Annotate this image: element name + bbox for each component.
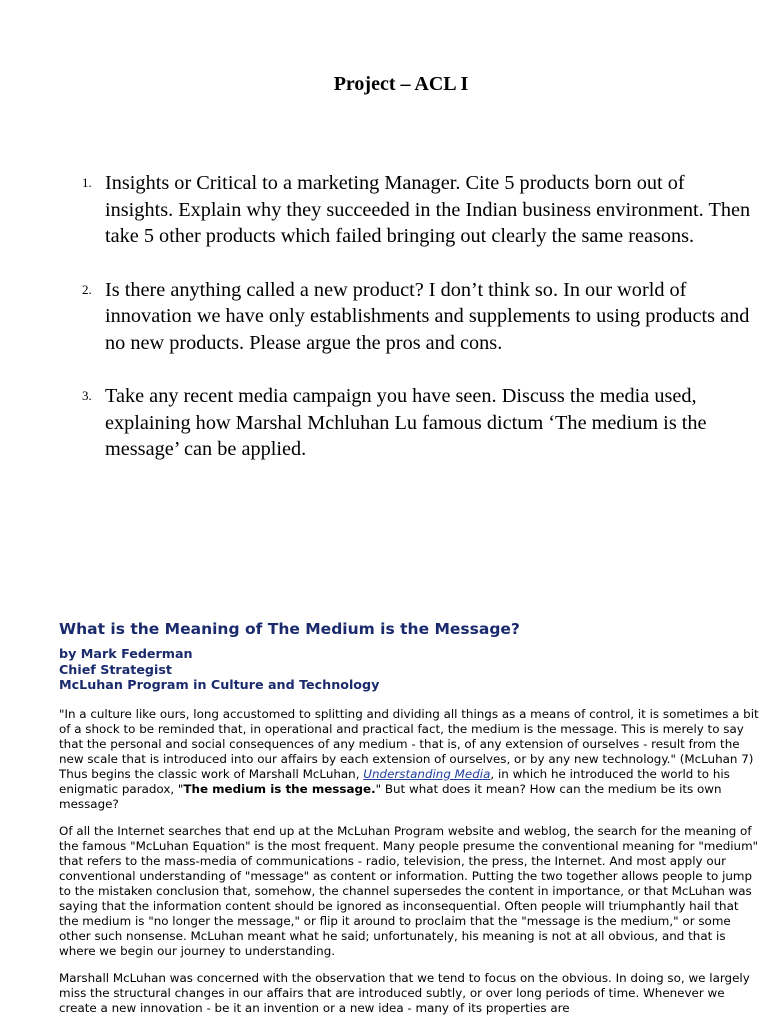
byline-org: McLuhan Program in Culture and Technology xyxy=(59,677,380,692)
question-item xyxy=(0,383,768,463)
byline-author: by Mark Federman xyxy=(59,646,193,661)
question-text: Take any recent media campaign you have seen. Discuss the media used, explaining how Marshal Mchluhan Lu famous dictum ‘The medium is the message’ can be applied. xyxy=(105,385,707,460)
question-item xyxy=(0,277,768,357)
article-heading: What is the Meaning of The Medium is the Message? xyxy=(59,620,520,638)
question-text: Is there anything called a new product? I don’t think so. In our world of innovation we have only establishments and supplements to using products and no new products. Please argue the pros and cons. xyxy=(105,278,750,354)
question-item xyxy=(0,170,768,250)
article-byline xyxy=(59,646,759,693)
article-paragraph: Marshall McLuhan was concerned with the observation that we tend to focus on the obvious. In doing so, we largely miss the structural changes in our affairs that are introduced subtly, or over long periods of time. Whenever we create a new innovation - be it an invention or a new idea - many of its properties are xyxy=(59,970,750,1015)
paragraph-text: , in which he introduced the world to his enigmatic paradox, " xyxy=(59,766,730,796)
question-list xyxy=(0,170,768,490)
bold-quote: The medium is the message. xyxy=(183,781,376,796)
question-text: Insights or Critical to a marketing Manager. Cite 5 products born out of insights. Explain why they succeeded in the Indian business environment. Then take 5 other products which failed bringing out clearly the same reasons. xyxy=(105,172,751,247)
page-title: Project – ACL I xyxy=(333,73,469,95)
article-paragraph: Of all the Internet searches that end up at the McLuhan Program website and weblog, the search for the meaning of the famous "McLuhan Equation" is the most frequent. Many people presume the conventional meaning for "medium" that refers to the mass-media of communications - radio, television, the press, the Internet. And most apply our conventional understanding of "message" as content or information. Putting the two together allows people to jump to the mistaken conclusion that, somehow, the channel supersedes the content in importance, or that McLuhan was saying that the information content should be ignored as inconsequential. Often people will triumphantly hail that the medium is "no longer the message," or flip it around to proclaim that the "message is the medium," or some other such nonsense. McLuhan meant what he said; unfortunately, his meaning is not at all obvious, and that is where we begin our journey to understanding. xyxy=(59,823,759,958)
question-number: 1. xyxy=(82,175,92,190)
question-number: 2. xyxy=(82,281,92,297)
article-paragraph xyxy=(59,707,759,812)
byline-role: Chief Strategist xyxy=(59,661,172,677)
paragraph-text: " But what does it mean? How can the medium be its own message? xyxy=(59,781,722,811)
understanding-media-link[interactable]: Understanding Media xyxy=(363,766,491,781)
article xyxy=(59,618,759,1016)
paragraph-text: "In a culture like ours, long accustomed to splitting and dividing all things as a means of control, it is sometimes a bit of a shock to be reminded that, in operational and practical fact, the medium is the message. This is merely to say that the personal and social consequences of any medium - that is, of any extension of ourselves - result from the new scale that is introduced into our affairs by each extension of ourselves, or by any new technology." (McLuhan 7) Thus begins the classic work of Marshall McLuhan, xyxy=(59,706,759,781)
question-number: 3. xyxy=(82,388,92,403)
